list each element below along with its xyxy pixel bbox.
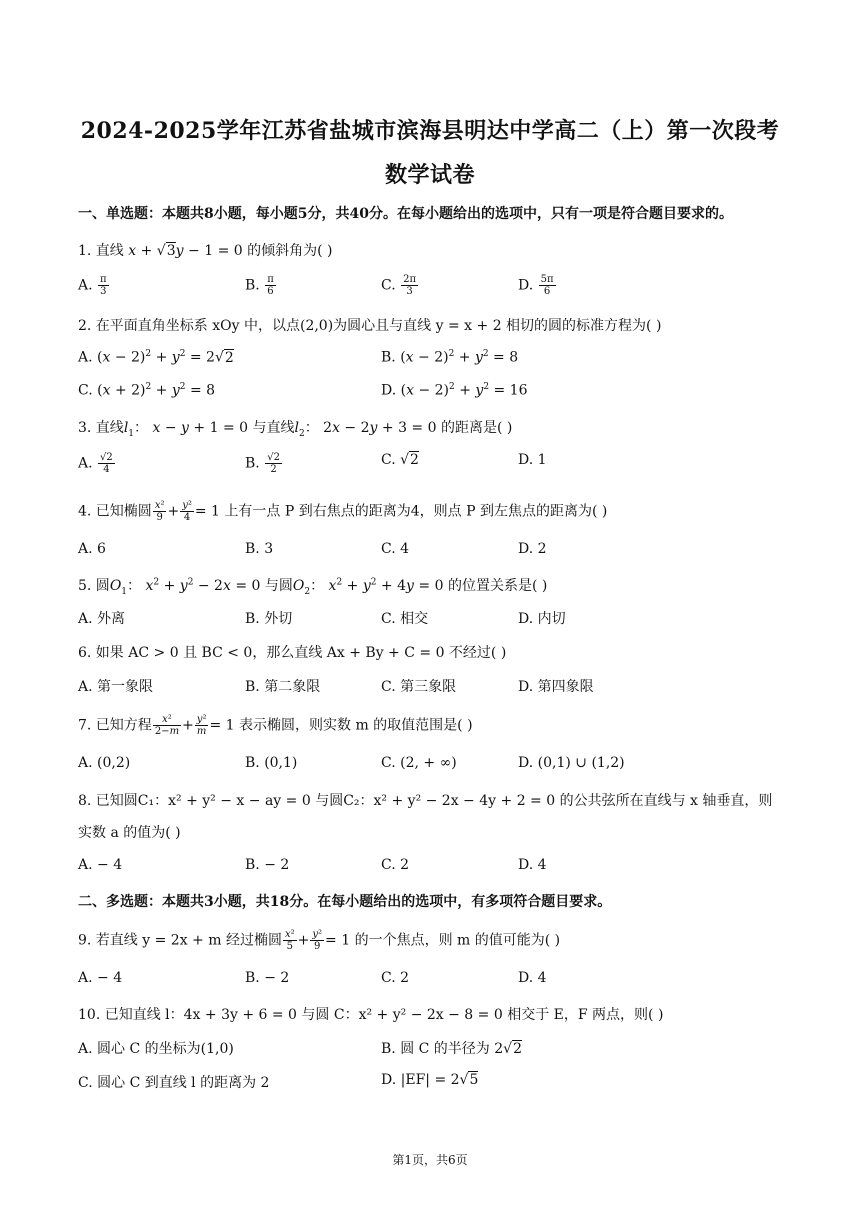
option-d[interactable]: D. 2 <box>518 541 547 557</box>
question-4-options <box>78 541 798 571</box>
option-d[interactable]: D. 内切 <box>518 611 566 627</box>
option-c[interactable]: C. (2, + ∞) <box>381 755 457 771</box>
option-b[interactable]: B. $\frac{√2}{2}$ <box>245 452 280 475</box>
section-1-header: 一、单选题：本题共8小题，每小题5分，共40分。在每小题给出的选项中，只有一项是符合题目要求的。 <box>78 206 733 222</box>
option-d[interactable]: D. |EF| = 2√5 <box>381 1072 479 1088</box>
option-a[interactable]: A. $\frac{\pi}{3}$ <box>78 274 107 297</box>
option-a[interactable]: A. 6 <box>78 541 106 557</box>
option-d[interactable]: D. (0,1) ∪ (1,2) <box>518 755 625 771</box>
question-6-options <box>78 676 798 706</box>
option-a[interactable]: A. (0,2) <box>78 755 131 771</box>
option-c[interactable]: C. √2 <box>381 452 419 468</box>
question-5-stem: 5. 圆$O_1$： $x^2 + y^2 - 2x = 0$ 与圆$O_2$： $x^2 + y^2 + 4y = 0$ 的位置关系是( ) <box>78 577 548 597</box>
question-7-stem: 7. 已知方程 $\frac{\text{x²}}{2-m}$ + $\frac{\text{y²}}{m}$ = 1 表示椭圆，则实数 m 的取值范围是( ) <box>78 714 473 737</box>
option-c[interactable]: C. 2 <box>381 970 410 986</box>
question-9-stem: 9. 若直线 y = 2x + m 经过椭圆 $\frac{\text{x²}}{5}$ + $\frac{\text{y²}}{9}$ = 1 的一个焦点，则 m 的值可能为( ) <box>78 929 561 952</box>
option-b[interactable]: B. 3 <box>245 541 274 557</box>
option-c[interactable]: C. $(x + 2)^2 + y^2 = 8$ <box>78 382 216 399</box>
question-2-stem: 2. 在平面直角坐标系 xOy 中，以点(2,0)为圆心且与直线 y = x + 2 相切的圆的标准方程为( ) <box>78 318 662 334</box>
option-a[interactable]: A. 第一象限 <box>78 679 154 695</box>
question-1-stem: 1. 直线 x + √3y − 1 = 0 的倾斜角为( ) <box>78 243 333 259</box>
option-c[interactable]: C. 相交 <box>381 611 429 627</box>
option-b[interactable]: B. 外切 <box>245 611 293 627</box>
section-2-header: 二、多选题：本题共3小题，共18分。在每小题给出的选项中，有多项符合题目要求。 <box>78 894 612 910</box>
question-10-stem: 10. 已知直线 l：4x + 3y + 6 = 0 与圆 C：x² + y² − 2x − 8 = 0 相交于 E，F 两点，则( ) <box>78 1007 664 1023</box>
question-4-stem: 4. 已知椭圆 $\frac{\text{x²}}{9}$ + $\frac{\text{y²}}{4}$ = 1 上有一点 P 到右焦点的距离为4，则点 P 到左焦点的距离为( ) <box>78 500 608 523</box>
question-6-stem: 6. 如果 AC > 0 且 BC < 0，那么直线 Ax + By + C = 0 不经过( ) <box>78 645 507 661</box>
question-9-options <box>78 970 798 1000</box>
question-3-options <box>78 452 798 482</box>
option-c[interactable]: C. $\frac{2\pi}{3}$ <box>381 274 417 297</box>
option-b[interactable]: B. 圆 C 的半径为 2√2 <box>381 1041 523 1057</box>
option-d[interactable]: D. $(x - 2)^2 + y^2 = 16$ <box>381 382 528 399</box>
question-5-options <box>78 608 798 638</box>
option-b[interactable]: B. $(x - 2)^2 + y^2 = 8$ <box>381 349 519 366</box>
question-2-options-row1 <box>78 349 798 379</box>
option-b[interactable]: B. − 2 <box>245 970 290 986</box>
question-3-stem: 3. 直线$l_1$： x − y + 1 = 0 与直线$l_2$： 2x − 2y + 3 = 0 的距离是( ) <box>78 420 513 439</box>
option-a[interactable]: A. − 4 <box>78 857 123 873</box>
option-c[interactable]: C. 2 <box>381 857 410 873</box>
option-b[interactable]: B. (0,1) <box>245 755 298 771</box>
page-footer: 第1页，共6页 <box>392 1153 468 1167</box>
option-b[interactable]: B. 第二象限 <box>245 679 321 695</box>
question-7-options <box>78 755 798 785</box>
option-d[interactable]: D. 1 <box>518 452 547 468</box>
option-c[interactable]: C. 4 <box>381 541 410 557</box>
option-d[interactable]: D. $\frac{5\pi}{6}$ <box>518 274 554 297</box>
option-b[interactable]: B. − 2 <box>245 857 290 873</box>
question-2-options-row2 <box>78 382 798 412</box>
option-a[interactable]: A. $\frac{√2}{4}$ <box>78 452 113 475</box>
question-8-stem-line1: 8. 已知圆C₁：x² + y² − x − ay = 0 与圆C₂：x² + y² − 2x − 4y + 2 = 0 的公共弦所在直线与 x 轴垂直，则 <box>78 793 773 809</box>
option-d[interactable]: D. 4 <box>518 857 547 873</box>
option-d[interactable]: D. 4 <box>518 970 547 986</box>
option-a[interactable]: A. − 4 <box>78 970 123 986</box>
option-c[interactable]: C. 第三象限 <box>381 679 457 695</box>
page-subtitle: 数学试卷 <box>384 162 475 188</box>
option-b[interactable]: B. $\frac{\pi}{6}$ <box>245 274 274 297</box>
question-1-options <box>78 274 798 304</box>
question-8-stem-line2: 实数 a 的值为( ) <box>78 825 181 841</box>
option-c[interactable]: C. 圆心 C 到直线 l 的距离为 2 <box>78 1075 270 1091</box>
option-d[interactable]: D. 第四象限 <box>518 679 594 695</box>
question-8-options <box>78 857 798 887</box>
option-a[interactable]: A. 圆心 C 的坐标为(1,0) <box>78 1041 234 1057</box>
option-a[interactable]: A. $(x - 2)^2 + y^2 = 2√2$ <box>78 349 234 366</box>
page-title: 2024-2025学年江苏省盐城市滨海县明达中学高二（上）第一次段考 <box>80 118 780 144</box>
question-10-options-row2 <box>78 1072 798 1102</box>
option-a[interactable]: A. 外离 <box>78 611 126 627</box>
question-10-options-row1 <box>78 1038 798 1068</box>
